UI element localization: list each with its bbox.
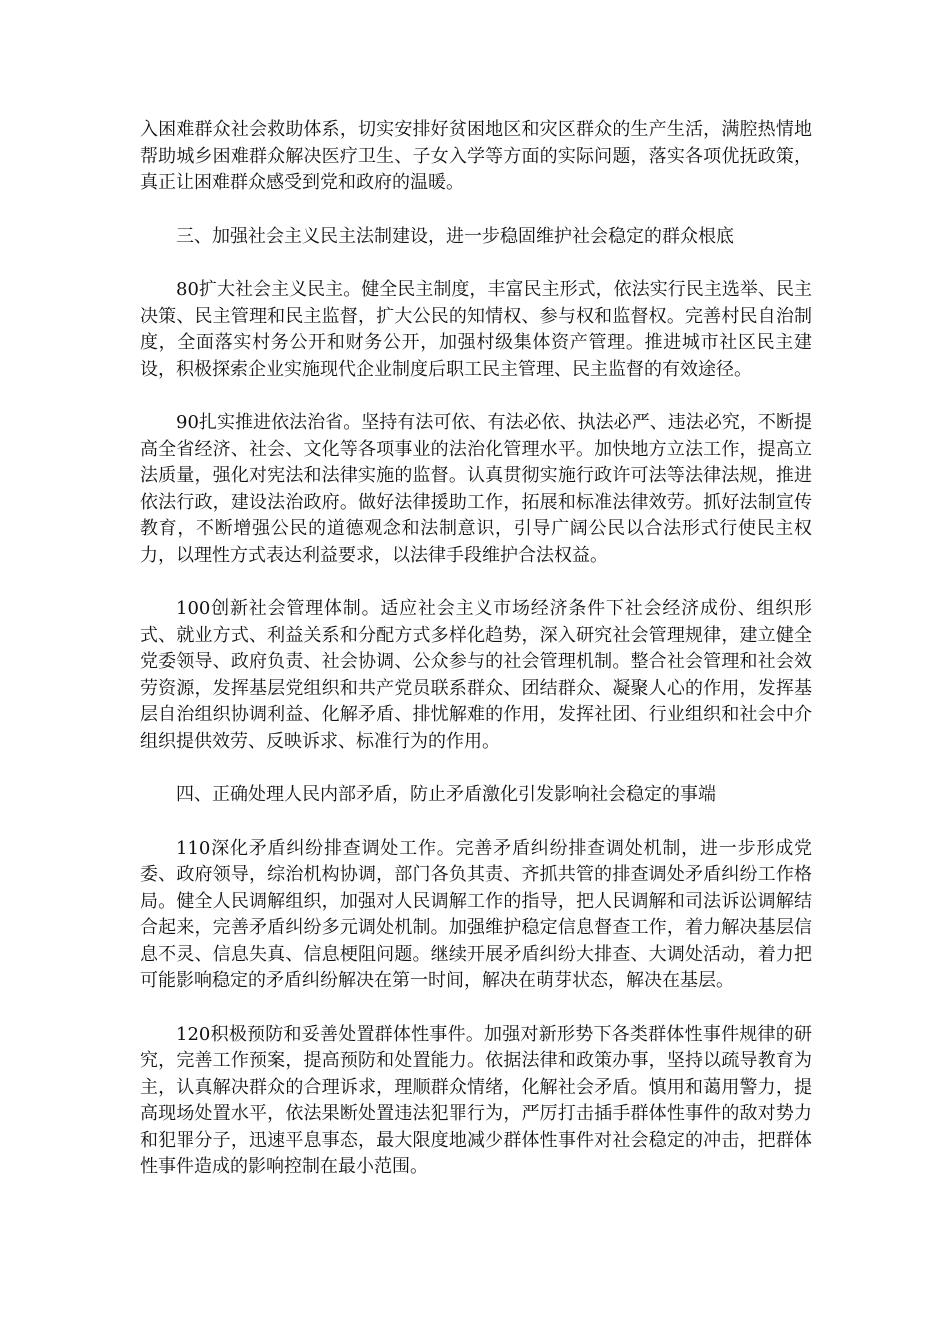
- paragraph-item-10: 100创新社会管理体制。适应社会主义市场经济条件下社会经济成份、组织形式、就业方式、利益关系和分配方式多样化趋势，深入研究社会管理规律，建立健全党委领导、政府负责、社会协调、公众参与的社会管理机制。整合社会管理和社会效劳资源，发挥基层党组织和共产党员联系群众、团结群众、凝聚人心的作用，发挥基层自治组织协调利益、化解矛盾、排忧解难的作用，发挥社团、行业组织和社会中介组织提供效劳、反映诉求、标准行为的作用。: [140, 598, 812, 752]
- paragraph-item-9: 90扎实推进依法治省。坚持有法可依、有法必依、执法必严、违法必究，不断提高全省经济、社会、文化等各项事业的法治化管理水平。加快地方立法工作，提高立法质量，强化对宪法和法律实施的监督。认真贯彻实施行政许可法等法律法规，推进依法行政，建设法治政府。做好法律援助工作，拓展和标准法律效劳。抓好法制宣传教育，不断增强公民的道德观念和法制意识，引导广阔公民以合法形式行使民主权力，以理性方式表达利益要求，以法律手段维护合法权益。: [140, 412, 812, 566]
- paragraph-item-8: 80扩大社会主义民主。健全民主制度，丰富民主形式，依法实行民主选举、民主决策、民主管理和民主监督，扩大公民的知情权、参与权和监督权。完善村民自治制度，全面落实村务公开和财务公开，加强村级集体资产管理。推进城市社区民主建设，积极探索企业实施现代企业制度后职工民主管理、民主监督的有效途径。: [140, 279, 812, 380]
- paragraph-item-12: 120积极预防和妥善处置群体性事件。加强对新形势下各类群体性事件规律的研究，完善工作预案，提高预防和处置能力。依据法律和政策办事，坚持以疏导教育为主，认真解决群众的合理诉求，理顺群众情绪，化解社会矛盾。慎用和蔼用警力，提高现场处置水平，依法果断处置违法犯罪行为，严厉打击插手群体性事件的敌对势力和犯罪分子，迅速平息事态，最大限度地减少群体性事件对社会稳定的冲击，把群体性事件造成的影响控制在最小范围。: [140, 1023, 812, 1177]
- section-heading-3: 三、加强社会主义民主法制建设，进一步稳固维护社会稳定的群众根底: [176, 225, 734, 247]
- paragraph-item-11: 110深化矛盾纠纷排查调处工作。完善矛盾纠纷排查调处机制，进一步形成党委、政府领导，综治机构协调，部门各负其责、齐抓共管的排查调处矛盾纠纷工作格局。健全人民调解组织，加强对人民调解工作的指导，把人民调解和司法诉讼调解结合起来，完善矛盾纠纷多元调处机制。加强维护稳定信息督查工作，着力解决基层信息不灵、信息失真、信息梗阻问题。继续开展矛盾纠纷大排查、大调处活动，着力把可能影响稳定的矛盾纠纷解决在第一时间，解决在萌芽状态，解决在基层。: [140, 837, 812, 991]
- section-heading-4: 四、正确处理人民内部矛盾，防止矛盾激化引发影响社会稳定的事端: [176, 784, 716, 805]
- paragraph-continuation: 入困难群众社会救助体系，切实安排好贫困地区和灾区群众的生产生活，满腔热情地帮助城乡困难群众解决医疗卫生、子女入学等方面的实际问题，落实各项优抚政策，真正让困难群众感受到党和政府的温暖。: [140, 119, 812, 193]
- document-body: [140, 117, 812, 1208]
